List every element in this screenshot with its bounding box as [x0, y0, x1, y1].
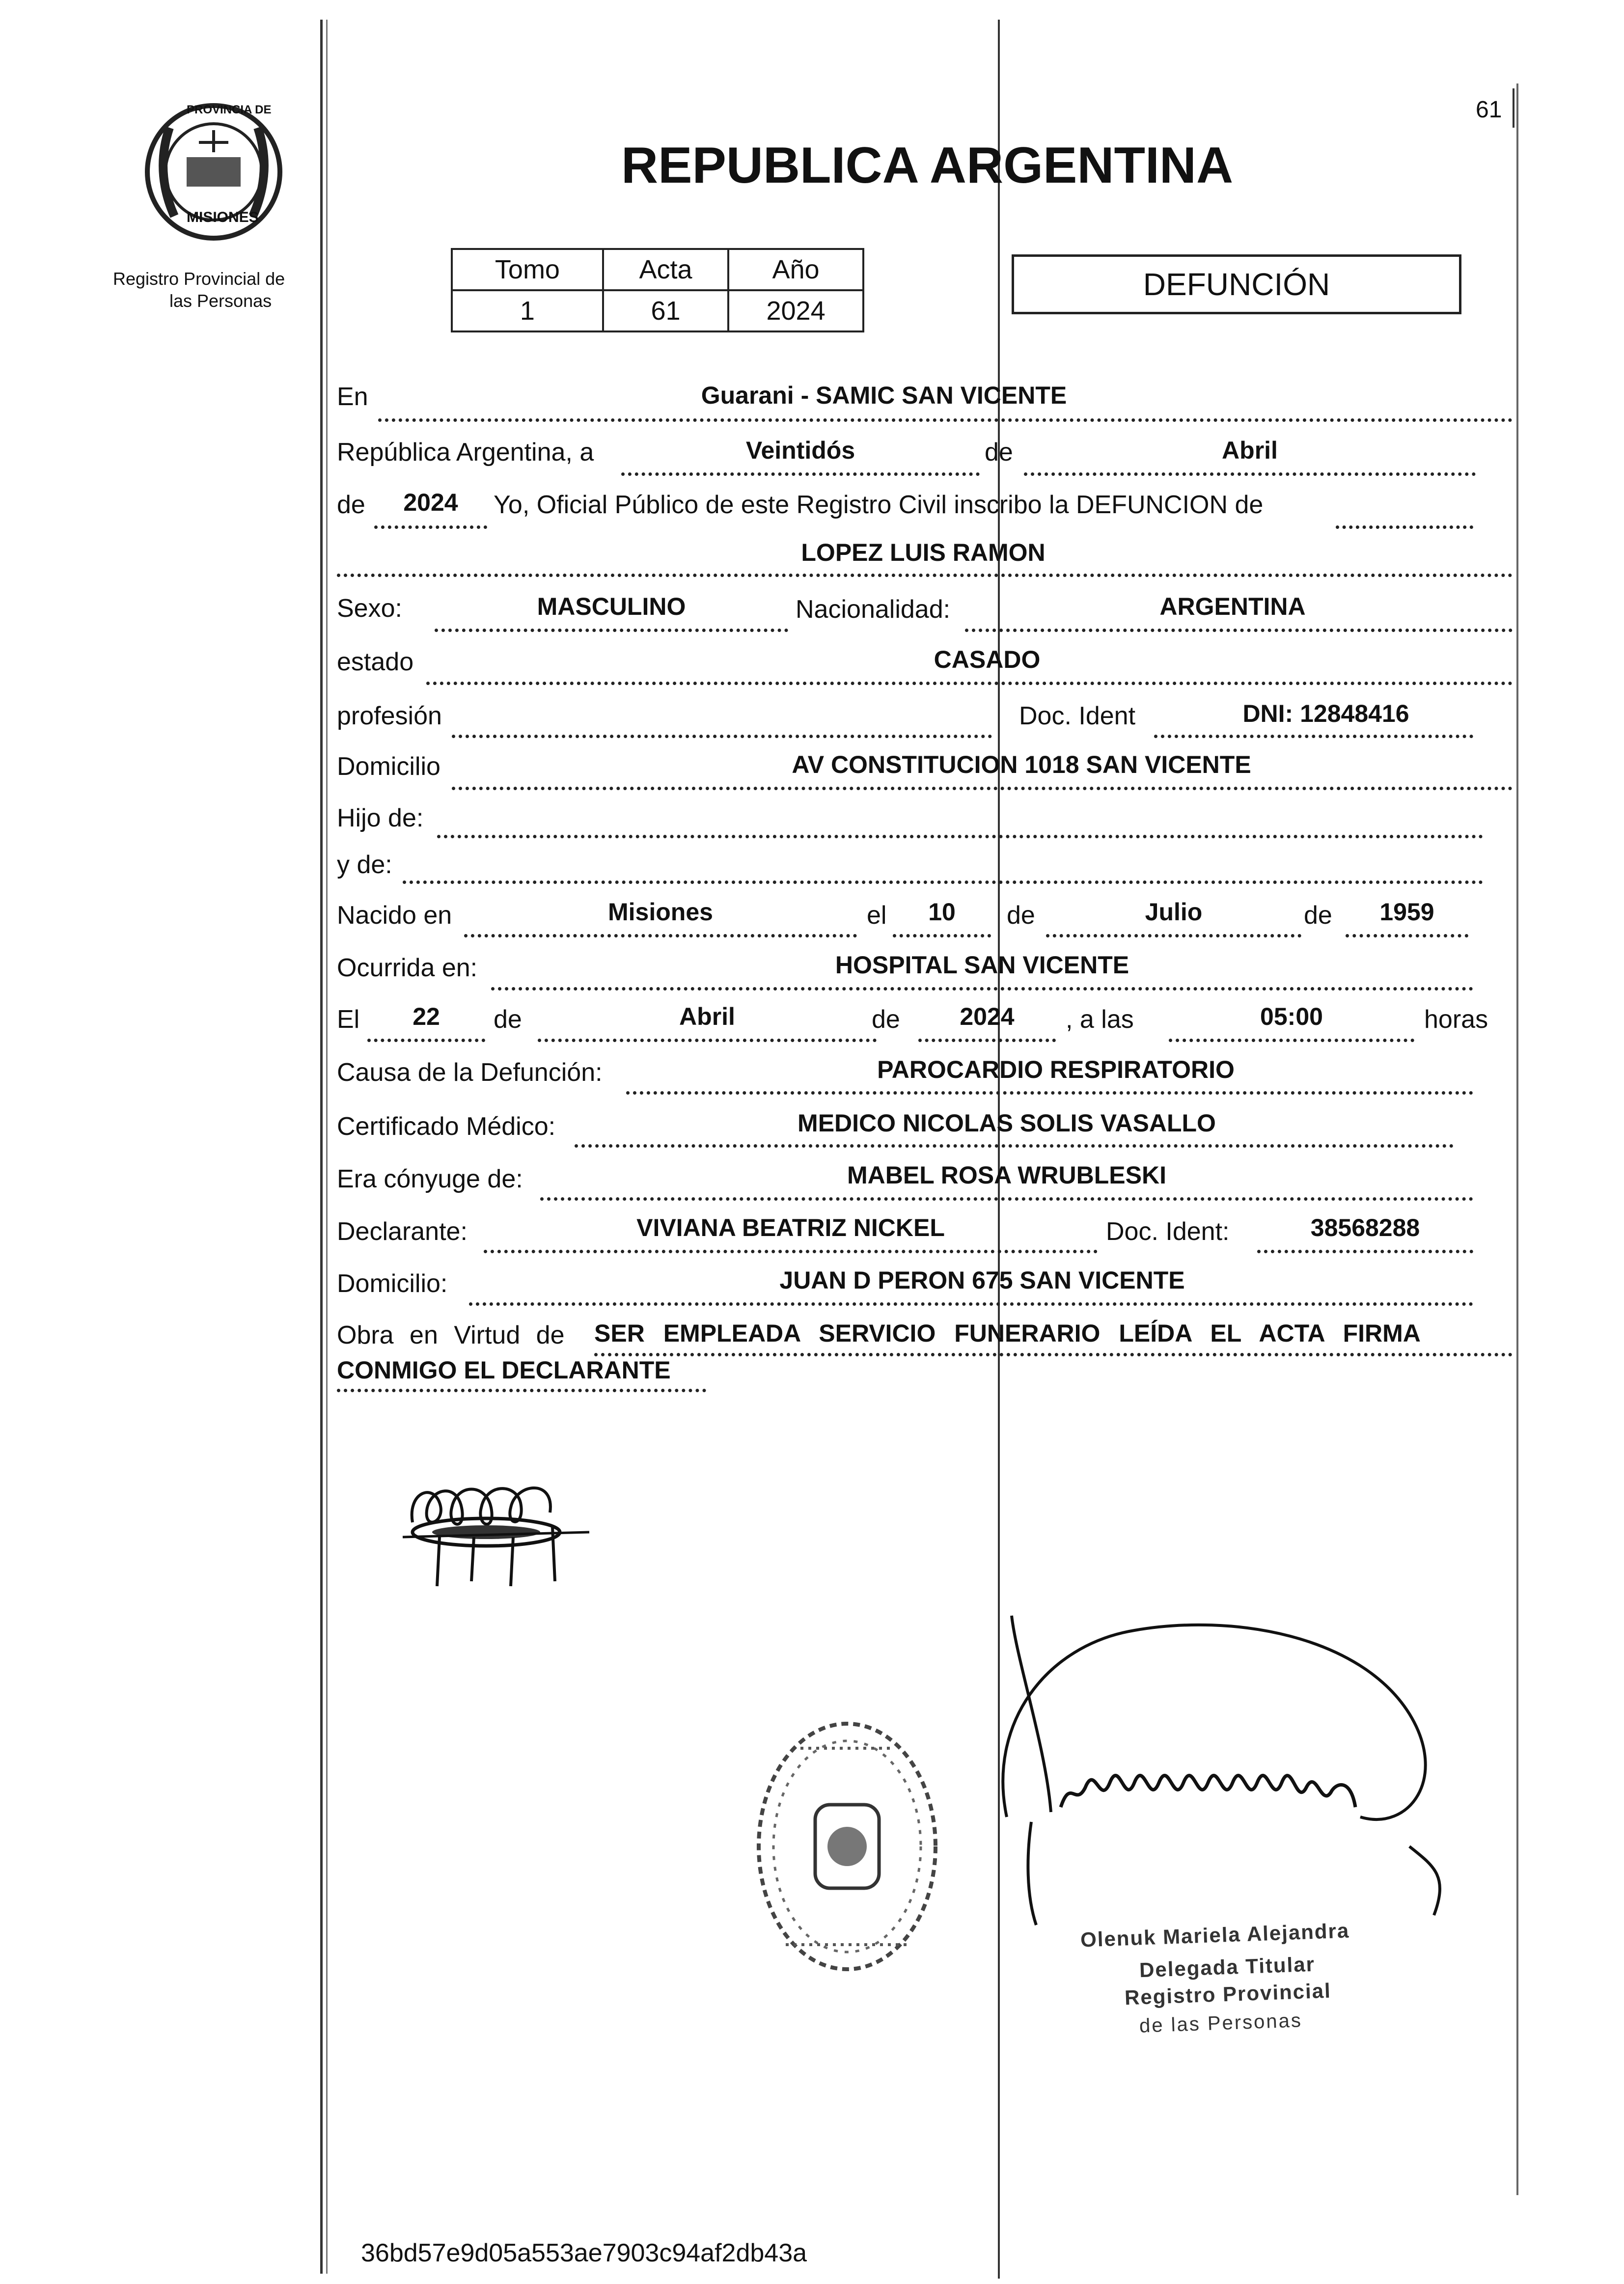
death-time-dots [1169, 1039, 1414, 1042]
yo-text: Yo, Oficial Público de este Registro Civil inscribo la DEFUNCION de [494, 491, 1264, 519]
official-stamp-line4: de las Personas [1139, 2009, 1303, 2037]
doc-ident-value: DNI: 12848416 [1242, 700, 1409, 727]
record-table [451, 248, 864, 332]
nacido-dots [464, 934, 857, 937]
issuer-line2: las Personas [169, 291, 272, 311]
doc-ident2-value: 38568288 [1310, 1214, 1420, 1241]
death-day-dots [367, 1039, 485, 1042]
causa-value: PAROCARDIO RESPIRATORIO [877, 1056, 1235, 1083]
hijo-dots [437, 835, 1483, 838]
month-value: Abril [1222, 437, 1278, 464]
document-hash: 36bd57e9d05a553ae7903c94af2db43a [361, 2239, 807, 2267]
table-value-tomo: 1 [452, 290, 603, 331]
alas-label: , a las [1066, 1005, 1134, 1034]
republica-label: República Argentina, a [337, 438, 594, 467]
birth-year-value: 1959 [1379, 898, 1434, 926]
profesion-dots [452, 735, 992, 738]
death-month-value: Abril [679, 1003, 735, 1030]
estado-label: estado [337, 648, 414, 676]
declarante-value: VIVIANA BEATRIZ NICKEL [636, 1214, 945, 1241]
birth-month-dots [1046, 934, 1301, 937]
obra-value-line2: CONMIGO EL DECLARANTE [337, 1356, 671, 1384]
birth-year-de-label: de [1304, 901, 1332, 930]
record-type: DEFUNCIÓN [1143, 267, 1330, 302]
ocurrida-dots [491, 987, 1473, 991]
domicilio-label: Domicilio [337, 752, 440, 781]
death-month-de-label: de [494, 1005, 522, 1034]
nacido-el-label: el [867, 901, 887, 930]
birth-year-dots [1346, 934, 1468, 937]
el-cap-label: El [337, 1005, 360, 1034]
nacido-value: Misiones [608, 898, 713, 926]
conyuge-label: Era cónyuge de: [337, 1165, 523, 1193]
doc-ident2-label: Doc. Ident: [1106, 1217, 1230, 1246]
domicilio-dots [452, 787, 1513, 790]
certificado-label: Certificado Médico: [337, 1112, 556, 1141]
table-header-acta: Acta [603, 249, 728, 290]
birth-month-de-label: de [1007, 901, 1035, 930]
issuer-line1: Registro Provincial de [113, 269, 285, 289]
nacionalidad-value: ARGENTINA [1159, 593, 1306, 620]
death-time-value: 05:00 [1260, 1003, 1323, 1030]
domicilio2-dots [469, 1302, 1473, 1306]
table-value-acta: 61 [603, 290, 728, 331]
hijo-label: Hijo de: [337, 804, 424, 832]
scan-line-left [320, 20, 323, 2274]
sexo-dots [435, 629, 788, 632]
sexo-value: MASCULINO [537, 593, 686, 620]
registrar-signature [977, 1601, 1493, 1945]
conyuge-dots [540, 1197, 1473, 1201]
table-value-anio: 2024 [728, 290, 863, 331]
official-round-seal [742, 1699, 953, 1994]
domicilio2-label: Domicilio: [337, 1269, 448, 1298]
death-year-value: 2024 [960, 1003, 1015, 1030]
profesion-label: profesión [337, 702, 442, 730]
nacionalidad-label: Nacionalidad: [796, 595, 951, 624]
scan-line-left-inner [326, 20, 328, 2274]
ocurrida-label: Ocurrida en: [337, 954, 478, 982]
official-stamp-line1: Olenuk Mariela Alejandra [1080, 1919, 1350, 1952]
obra-line2-dots [337, 1389, 706, 1392]
day-words-dots [621, 472, 980, 476]
estado-dots [426, 682, 1513, 685]
en-label: En [337, 383, 368, 411]
record-table-header-row [452, 249, 863, 290]
estado-value: CASADO [934, 646, 1041, 673]
ocurrida-value: HOSPITAL SAN VICENTE [835, 951, 1129, 979]
logo-text-bottom: MISIONES [187, 209, 259, 225]
name-dots [337, 574, 1513, 577]
nacionalidad-dots [965, 629, 1513, 632]
causa-label: Causa de la Defunción: [337, 1058, 603, 1087]
death-day-value: 22 [413, 1003, 440, 1030]
page-title: REPUBLICA ARGENTINA [621, 137, 1234, 194]
table-header-anio: Año [728, 249, 863, 290]
certificado-dots [575, 1144, 1454, 1148]
scan-line-right [1516, 83, 1518, 2195]
declarant-signature [393, 1463, 609, 1601]
obra-line1-dots [594, 1353, 1513, 1356]
death-month-dots [538, 1039, 877, 1042]
year-de-label: de [337, 491, 365, 519]
declarante-label: Declarante: [337, 1217, 468, 1246]
logo-text-top: PROVINCIA DE [187, 103, 272, 116]
scan-line-right-top [1513, 88, 1514, 128]
official-stamp-line3: Registro Provincial [1124, 1979, 1332, 2009]
yde-label: y de: [337, 851, 392, 879]
month-dots [1024, 472, 1476, 476]
causa-dots [626, 1091, 1473, 1095]
domicilio2-value: JUAN D PERON 675 SAN VICENTE [779, 1266, 1185, 1294]
certificado-value: MEDICO NICOLAS SOLIS VASALLO [798, 1109, 1216, 1137]
declarante-dots [484, 1250, 1098, 1253]
record-table-value-row [452, 290, 863, 331]
en-value: Guarani - SAMIC SAN VICENTE [701, 382, 1067, 409]
horas-label: horas [1424, 1005, 1488, 1034]
death-year-de-label: de [872, 1005, 900, 1034]
yde-dots [403, 881, 1483, 884]
birth-day-dots [893, 934, 991, 937]
birth-day-value: 10 [928, 898, 956, 926]
nacido-label: Nacido en [337, 901, 452, 930]
obra-label: Obra en Virtud de [337, 1321, 565, 1349]
republica-de-label: de [985, 438, 1013, 467]
doc-ident-dots [1154, 735, 1473, 738]
birth-month-value: Julio [1145, 898, 1203, 926]
deceased-name: LOPEZ LUIS RAMON [801, 539, 1046, 566]
official-stamp-line2: Delegada Titular [1139, 1952, 1316, 1982]
doc-ident-label: Doc. Ident [1019, 702, 1136, 730]
death-year-dots [918, 1039, 1056, 1042]
table-header-tomo: Tomo [452, 249, 603, 290]
conyuge-value: MABEL ROSA WRUBLESKI [847, 1161, 1166, 1189]
year-dots [374, 525, 487, 529]
yo-dots [1336, 525, 1473, 529]
en-dots [378, 418, 1513, 422]
year-value: 2024 [403, 489, 458, 516]
obra-value-line1: SER EMPLEADA SERVICIO FUNERARIO LEÍDA EL ACTA FIRMA [594, 1320, 1421, 1347]
doc-ident2-dots [1257, 1250, 1473, 1253]
record-type-box [1012, 254, 1461, 314]
domicilio-value: AV CONSTITUCION 1018 SAN VICENTE [792, 751, 1251, 778]
day-words-value: Veintidós [745, 437, 855, 464]
page-number: 61 [1476, 97, 1502, 123]
sexo-label: Sexo: [337, 594, 402, 623]
